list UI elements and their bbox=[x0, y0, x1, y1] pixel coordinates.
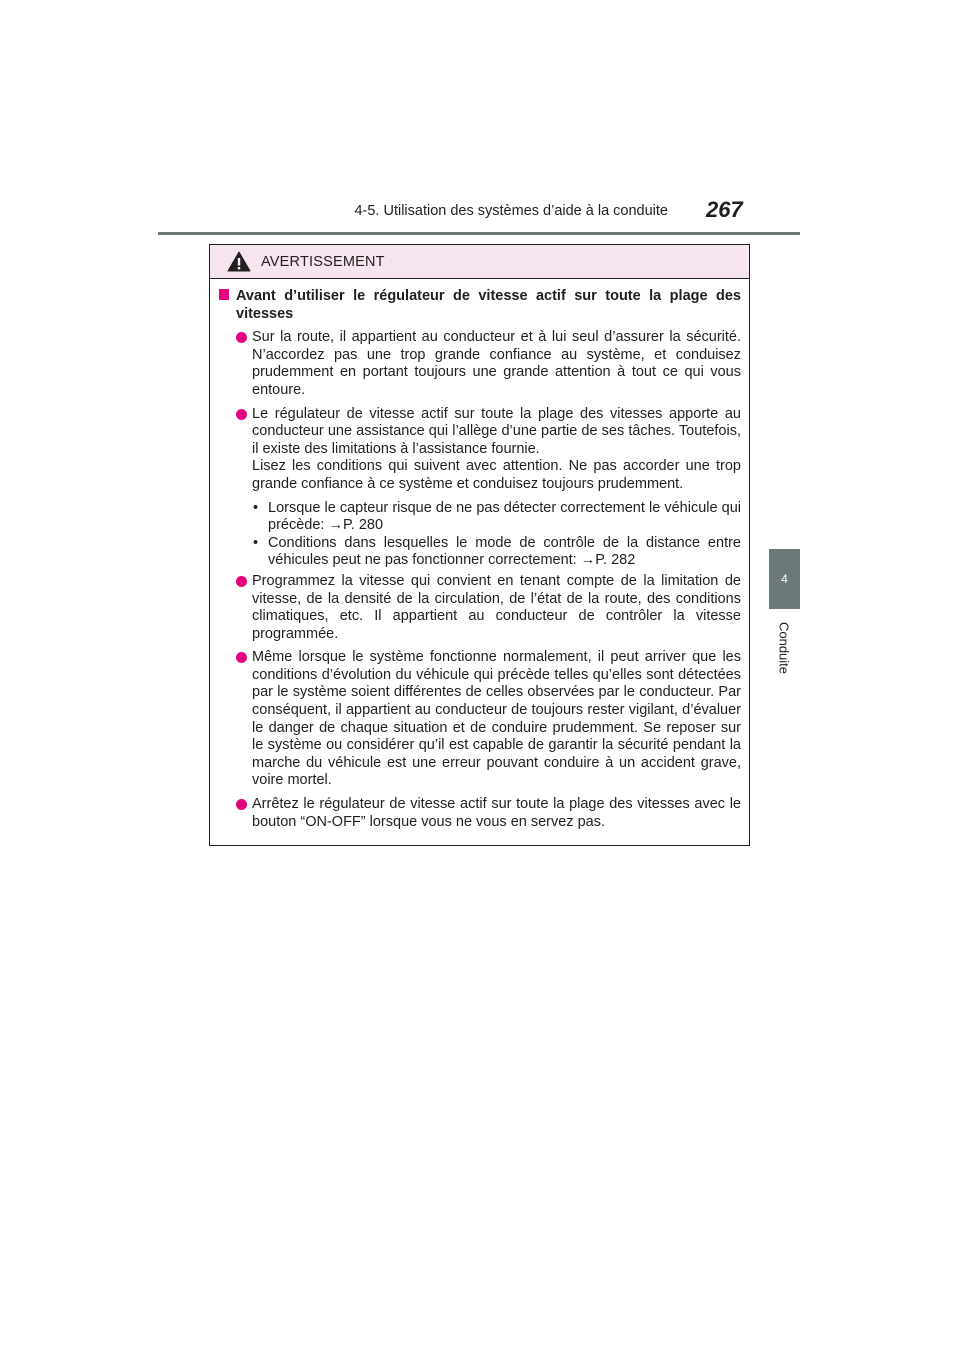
section-square-bullet bbox=[219, 289, 229, 300]
warning-item-text-continued: Lisez les conditions qui suivent avec attention. Ne pas accorder une trop grande confiance à ce système et conduisez toujours prudemment. bbox=[252, 458, 741, 492]
bullet-dot bbox=[236, 332, 247, 343]
warning-section-title-text: Avant d’utiliser le régulateur de vitesse actif sur toute la plage des vitesses bbox=[236, 288, 741, 322]
warning-list-item bbox=[219, 573, 741, 643]
warning-title: AVERTISSEMENT bbox=[261, 253, 385, 270]
warning-item-text: Programmez la vitesse qui convient en tenant compte de la limitation de vitesse, de la densité de la circulation, de l’état de la route, des conditions climatiques, etc. Il appartient au conducteur de contrôler la vitesse programmée. bbox=[252, 572, 741, 642]
warning-list-item bbox=[219, 649, 741, 790]
warning-header bbox=[210, 245, 749, 279]
warning-item-text: Même lorsque le système fonctionne normalement, il peut arriver que les conditions d’évolution du véhicule qui précède telles qu’elles sont détectées par le système soient différentes de celles observées par le conducteur. Par conséquent, il appartient au conducteur de toujours rester vigilant, d’évaluer le danger de chaque situation et de conduire prudemment. Se reposer sur le système ou considérer qu’il est capable de garantir la sécurité pendant la marche du véhicule est une erreur pouvant conduire à un accident grave, voire mortel. bbox=[252, 649, 741, 789]
warning-subitem-text: Lorsque le capteur risque de ne pas détecter correctement le véhicule qui précède: →P. 280 bbox=[268, 499, 741, 534]
warning-item-text: Le régulateur de vitesse actif sur toute la plage des vitesses apporte au conducteur une assistance qui l’allège d’une partie de ses tâches. Toutefois, il existe des limitations à l’assistance fournie. bbox=[252, 405, 741, 457]
chapter-number: 4 bbox=[781, 572, 788, 586]
warning-subitems bbox=[252, 500, 741, 570]
warning-item-text: Sur la route, il appartient au conducteur et à lui seul d’assurer la sécurité. N’accordez pas une trop grande confiance au système, et conduisez prudemment en portant toujours une grande attention à tout ce qui vous entoure. bbox=[252, 329, 741, 398]
section-header-title: 4-5. Utilisation des systèmes d’aide à la conduite bbox=[354, 203, 668, 219]
warning-subitem bbox=[252, 500, 741, 535]
subitem-marker: • bbox=[253, 499, 259, 516]
page-number: 267 bbox=[706, 197, 743, 222]
warning-triangle-icon bbox=[227, 251, 251, 272]
warning-box bbox=[209, 244, 750, 846]
warning-list-item bbox=[219, 329, 741, 399]
warning-list-item bbox=[219, 796, 741, 831]
chapter-tab bbox=[769, 549, 800, 609]
bullet-dot bbox=[236, 409, 247, 420]
warning-section-title bbox=[219, 288, 741, 323]
bullet-dot bbox=[236, 652, 247, 663]
subitem-marker: • bbox=[253, 534, 259, 551]
bullet-dot bbox=[236, 799, 247, 810]
chapter-label: Conduite bbox=[776, 621, 792, 675]
warning-subitem-text: Conditions dans lesquelles le mode de contrôle de la distance entre véhicules peut ne pas fonctionner correctement: →P. 282 bbox=[268, 534, 741, 569]
header-rule bbox=[158, 232, 800, 235]
warning-item-text: Arrêtez le régulateur de vitesse actif sur toute la plage des vitesses avec le bouton “ON-OFF” lorsque vous ne vous en servez pas. bbox=[252, 796, 741, 830]
warning-body bbox=[210, 279, 749, 831]
warning-list-item bbox=[219, 406, 741, 570]
warning-subitem bbox=[252, 535, 741, 570]
bullet-dot bbox=[236, 576, 247, 587]
